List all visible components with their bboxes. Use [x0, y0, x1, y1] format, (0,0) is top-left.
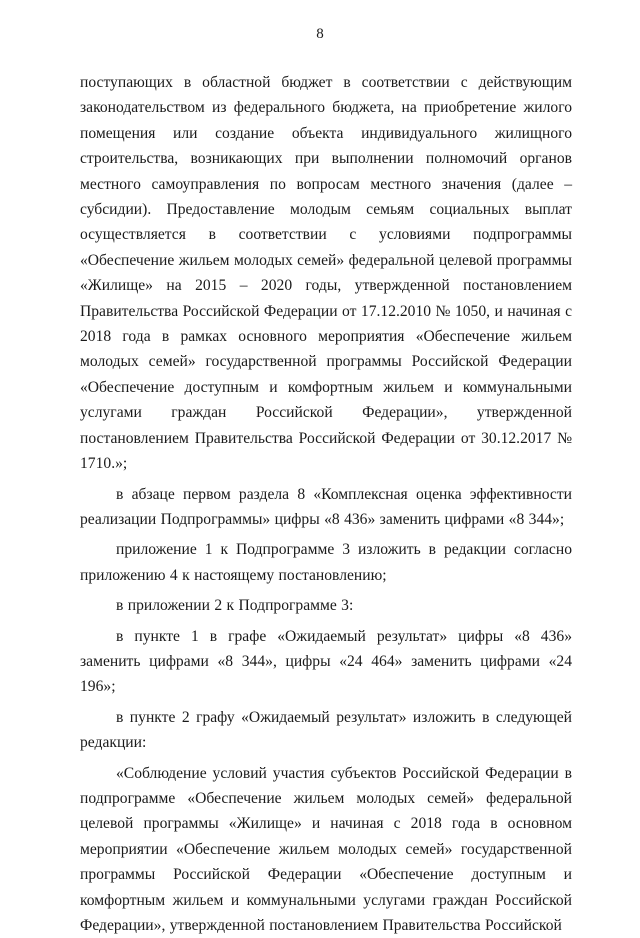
paragraph-continuation: поступающих в областной бюджет в соответствии с действующим законодательством из федерального бюджета, на приобретение жилого помещения или создание объекта индивидуального жилищного строительства, возникающих при выполнении полномочий органов местного самоуправления по вопросам местного значения (далее – субсидии). Предоставление молодым семьям социальных выплат осуществляется в соответствии с условиями подпрограммы «Обеспечение жильем молодых семей» федеральной целевой программы «Жилище» на 2015 – 2020 годы, утвержденной постановлением Правительства Российской Федерации от 17.12.2010 № 1050, и начиная с 2018 года в рамках основного мероприятия «Обеспечение жильем молодых семей» государственной программы Российской Федерации «Обеспечение доступным и комфортным жильем и коммунальными услугами граждан Российской Федерации», утвержденной постановлением Правительства Российской Федерации от 30.12.2017 № 1710.»; — [80, 74, 572, 473]
page-number: 8 — [316, 26, 324, 42]
paragraph-appendix-1: приложение 1 к Подпрограмме 3 изложить в редакции согласно приложению 4 к настоящему постановлению; — [80, 541, 572, 584]
paragraph-point-1: в пункте 1 в графе «Ожидаемый результат» цифры «8 436» заменить цифрами «8 344», цифры «24 464» заменить цифрами «24 196»; — [80, 627, 572, 696]
paragraph-quoted-text: «Соблюдение условий участия субъектов Российской Федерации в подпрограмме «Обеспечение жильем молодых семей» федеральной целевой программы «Жилище» и начиная с 2018 года в основном мероприятии «Обеспечение жильем молодых семей» государственной программы Российской Федерации «Обеспечение доступным и комфортным жильем и коммунальными услугами граждан Российской Федерации», утвержденной постановлением Правительства Российской — [80, 764, 572, 934]
paragraph-point-2: в пункте 2 графу «Ожидаемый результат» изложить в следующей редакции: — [80, 708, 572, 752]
paragraph-appendix-2-heading: в приложении 2 к Подпрограмме 3: — [116, 597, 354, 615]
document-body — [80, 70, 572, 938]
paragraph-section-8: в абзаце первом раздела 8 «Комплексная оценка эффективности реализации Подпрограммы» цифры «8 436» заменить цифрами «8 344»; — [80, 485, 572, 528]
